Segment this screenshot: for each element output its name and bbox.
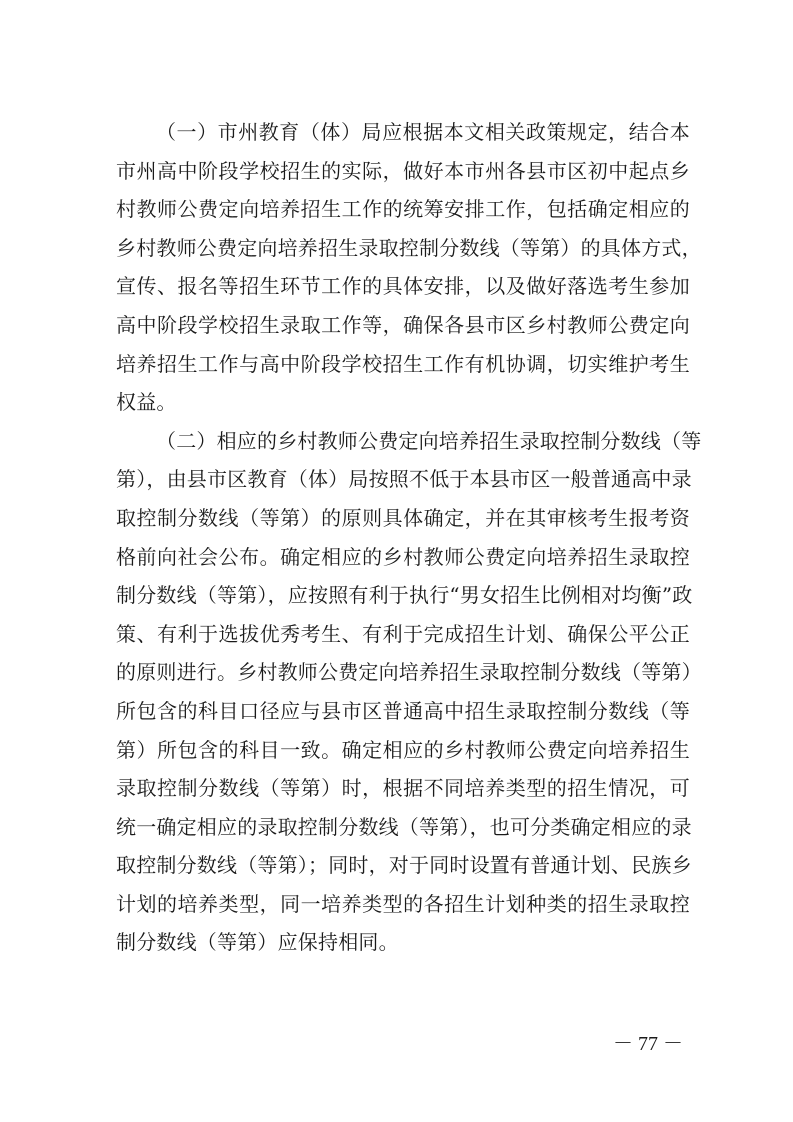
paragraph-line: 市州高中阶段学校招生的实际，做好本市州各县市区初中起点乡 [116, 158, 690, 183]
paragraph-line: 制分数线（等第）应保持相同。 [116, 930, 399, 955]
paragraph-1 [116, 113, 702, 422]
paragraph-line: 策、有利于选拔优秀考生、有利于完成招生计划、确保公平公正 [116, 621, 690, 646]
page-number: － 77 － [613, 1033, 683, 1055]
paragraph-line: 取控制分数线（等第）；同时，对于同时设置有普通计划、民族乡 [116, 853, 692, 878]
paragraph-line: 录取控制分数线（等第）时，根据不同培养类型的招生情况，可 [116, 776, 690, 801]
paragraph-2 [116, 422, 702, 962]
paragraph-line: 第）所包含的科目一致。确定相应的乡村教师公费定向培养招生 [116, 737, 690, 762]
paragraph-line: 的原则进行。乡村教师公费定向培养招生录取控制分数线（等第） [116, 660, 702, 685]
paragraph-line: 高中阶段学校招生录取工作等，确保各县市区乡村教师公费定向 [116, 312, 690, 337]
paragraph-line: 所包含的科目口径应与县市区普通高中招生录取控制分数线（等 [116, 698, 690, 723]
paragraph-line: 村教师公费定向培养招生工作的统筹安排工作，包括确定相应的 [116, 197, 690, 222]
paragraph-line: 制分数线（等第），应按照有利于执行“男女招生比例相对均衡”政 [116, 583, 693, 608]
paragraph-line: 培养招生工作与高中阶段学校招生工作有机协调，切实维护考生 [116, 351, 690, 376]
paragraph-line: （一）市州教育（体）局应根据本文相关政策规定，结合本 [156, 120, 690, 144]
paragraph-line: 宣传、报名等招生环节工作的具体安排，以及做好落选考生参加 [116, 274, 690, 299]
paragraph-line: 乡村教师公费定向培养招生录取控制分数线（等第）的具体方式， [116, 235, 702, 260]
paragraph-line: 统一确定相应的录取控制分数线（等第），也可分类确定相应的录 [116, 814, 692, 839]
paragraph-line: 第），由县市区教育（体）局按照不低于本县市区一般普通高中录 [116, 467, 692, 492]
paragraph-line: 计划的培养类型，同一培养类型的各招生计划种类的招生录取控 [116, 891, 690, 916]
body-text [116, 113, 702, 962]
paragraph-line: 格前向社会公布。确定相应的乡村教师公费定向培养招生录取控 [116, 544, 690, 569]
paragraph-line: 权益。 [116, 390, 177, 415]
paragraph-line: （二）相应的乡村教师公费定向培养招生录取控制分数线（等 [156, 428, 702, 453]
paragraph-line: 取控制分数线（等第）的原则具体确定，并在其审核考生报考资 [116, 505, 690, 530]
